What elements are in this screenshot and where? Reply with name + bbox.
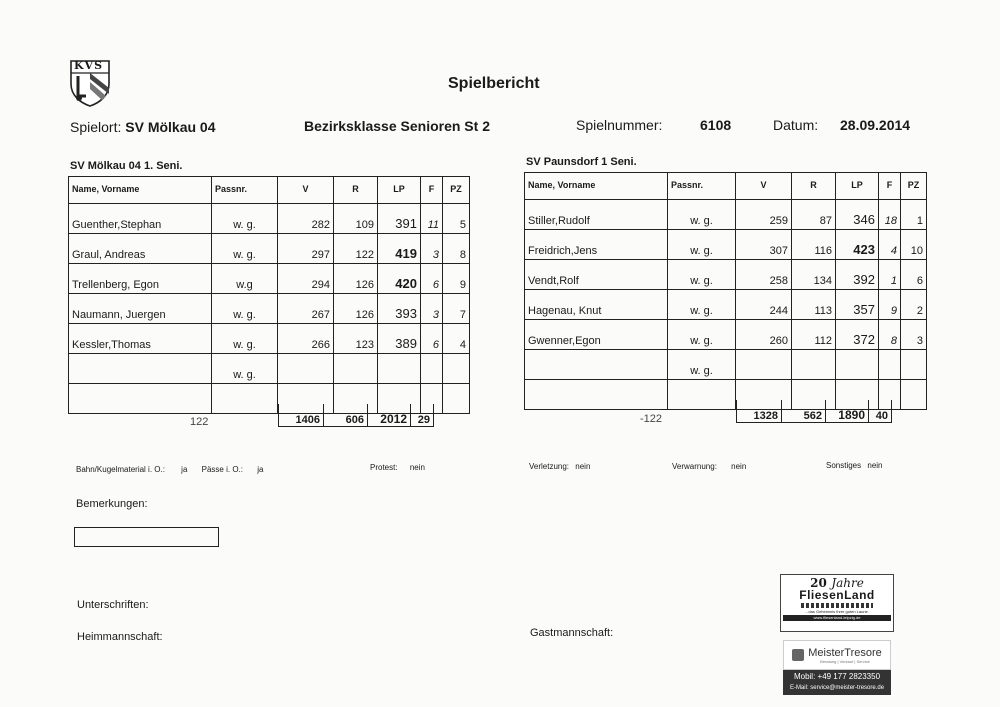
guest-cell-pass: w. g.: [668, 200, 736, 230]
home-cell-pz: 5: [443, 204, 470, 234]
table-row: [525, 260, 927, 290]
home-cell-v: 282: [278, 204, 334, 234]
guest-cell-f: 4: [879, 230, 901, 260]
guest-col-header: LP: [836, 173, 879, 200]
guest-col-header: F: [879, 173, 901, 200]
heimmannschaft-label: Heimmannschaft:: [77, 631, 163, 643]
home-cell-pass: [212, 384, 278, 414]
guest-cell-name: Hagenau, Knut: [525, 290, 668, 320]
guest-cell-pz: 6: [901, 260, 927, 290]
home-cell-lp: 419: [378, 234, 421, 264]
guest-col-header: PZ: [901, 173, 927, 200]
table-row: [69, 264, 470, 294]
home-col-header: PZ: [443, 177, 470, 204]
meistertresore-ad: [783, 640, 891, 694]
fliesen-jahre: Jahre: [831, 576, 864, 590]
guest-cell-pz: 2: [901, 290, 927, 320]
home-col-header: F: [421, 177, 443, 204]
fliesen-tagline: ...das Geheimnis Ihrer guten Laune.: [805, 609, 869, 614]
guest-cell-pass: w. g.: [668, 260, 736, 290]
page-title: Spielbericht: [448, 75, 540, 92]
home-cell-pz: 7: [443, 294, 470, 324]
guest-col-header: V: [736, 173, 792, 200]
tresore-mobil: Mobil: +49 177 2823350: [793, 672, 881, 681]
home-cell-pz: 4: [443, 324, 470, 354]
guest-total-lp: 1890: [826, 400, 869, 423]
guest-team-name: SV Paunsdorf 1 Seni.: [526, 156, 637, 168]
guest-cell-f: 8: [879, 320, 901, 350]
home-col-header: V: [278, 177, 334, 204]
protest-status: [370, 463, 425, 472]
unterschriften-label: Unterschriften:: [77, 599, 149, 611]
guest-cell-pass: w. g.: [668, 350, 736, 380]
guest-cell-r: 116: [792, 230, 836, 260]
home-cell-lp: [378, 354, 421, 384]
guest-cell-pz: [901, 350, 927, 380]
verletzung-value: nein: [575, 462, 591, 471]
home-diff: 122: [190, 416, 209, 428]
spielort-label: Spielort:: [70, 119, 122, 135]
guest-cell-f: [879, 350, 901, 380]
home-cell-r: 122: [334, 234, 378, 264]
guest-cell-lp: 423: [836, 230, 879, 260]
home-cell-r: 109: [334, 204, 378, 234]
kvs-logo-text: KVS: [74, 59, 104, 72]
spielnummer-value: 6108: [700, 117, 732, 133]
bemerkungen-field[interactable]: [74, 527, 219, 547]
home-cell-f: 3: [421, 294, 443, 324]
home-cell-name: Graul, Andreas: [69, 234, 212, 264]
guest-cell-lp: 346: [836, 200, 879, 230]
verwarnung-status: [672, 462, 746, 471]
spielort-value: SV Mölkau 04: [125, 119, 216, 135]
home-score-table: [68, 176, 470, 414]
fliesen-url: www.fliesenland-leipzig.de: [783, 615, 891, 621]
guest-cell-lp: 357: [836, 290, 879, 320]
home-cell-pz: [443, 354, 470, 384]
fliesen-name: FliesenLand: [799, 588, 875, 602]
tresore-mail: E-Mail: service@meister-tresore.de: [789, 685, 885, 691]
verwarnung-value: nein: [731, 462, 747, 471]
home-cell-name: Guenther,Stephan: [69, 204, 212, 234]
guest-cell-v: 307: [736, 230, 792, 260]
home-cell-name: [69, 354, 212, 384]
guest-cell-name: Freidrich,Jens: [525, 230, 668, 260]
sonstiges-status: [826, 461, 883, 470]
guest-total-f: 40: [869, 400, 892, 423]
bahn-label: Bahn/Kugelmaterial i. O.:: [76, 465, 165, 474]
home-cell-lp: 391: [378, 204, 421, 234]
home-cell-f: 11: [421, 204, 443, 234]
home-cell-r: 123: [334, 324, 378, 354]
home-cell-v: 266: [278, 324, 334, 354]
guest-cell-lp: 392: [836, 260, 879, 290]
home-total-lp: 2012: [368, 404, 411, 427]
guest-cell-r: 134: [792, 260, 836, 290]
sonstiges-value: nein: [867, 461, 883, 470]
home-totals: [278, 404, 434, 427]
fliesen-years: 20: [810, 576, 827, 590]
tresore-sub: Beratung | Verkauf | Service: [820, 658, 870, 664]
table-row: [525, 320, 927, 350]
guest-cell-v: 244: [736, 290, 792, 320]
home-cell-pass: w. g.: [212, 204, 278, 234]
table-row: [69, 324, 470, 354]
guest-cell-v: 260: [736, 320, 792, 350]
bahn-value: ja: [181, 465, 188, 474]
bahn-status: [76, 465, 263, 474]
protest-label: Protest:: [370, 463, 398, 472]
home-cell-name: Trellenberg, Egon: [69, 264, 212, 294]
guest-cell-name: [525, 380, 668, 410]
guest-totals: [736, 400, 892, 423]
spielnummer-label: Spielnummer:: [576, 117, 663, 133]
home-cell-f: 3: [421, 234, 443, 264]
home-cell-v: 297: [278, 234, 334, 264]
home-header-row: [69, 177, 470, 204]
verletzung-label: Verletzung:: [529, 462, 570, 471]
home-cell-lp: 420: [378, 264, 421, 294]
guest-cell-name: Vendt,Rolf: [525, 260, 668, 290]
home-total-v: 1406: [279, 404, 324, 427]
guest-cell-f: 9: [879, 290, 901, 320]
table-row: [69, 294, 470, 324]
verwarnung-label: Verwarnung:: [672, 462, 717, 471]
home-team-name: SV Mölkau 04 1. Seni.: [70, 160, 183, 172]
verletzung-status: [529, 462, 590, 471]
guest-cell-pass: w. g.: [668, 230, 736, 260]
protest-value: nein: [409, 463, 425, 472]
guest-cell-pass: w. g.: [668, 320, 736, 350]
home-cell-pz: 9: [443, 264, 470, 294]
table-row: [69, 204, 470, 234]
guest-cell-pass: [668, 380, 736, 410]
guest-cell-pass: w. g.: [668, 290, 736, 320]
bemerkungen-label: Bemerkungen:: [76, 498, 148, 510]
guest-col-header: Passnr.: [668, 173, 736, 200]
guest-cell-r: 113: [792, 290, 836, 320]
table-row: [525, 200, 927, 230]
guest-cell-v: [736, 350, 792, 380]
table-row: [525, 290, 927, 320]
guest-cell-v: 259: [736, 200, 792, 230]
home-cell-name: [69, 384, 212, 414]
home-col-header: LP: [378, 177, 421, 204]
guest-total-r: 562: [782, 400, 826, 423]
home-total-r: 606: [324, 404, 368, 427]
home-cell-v: 267: [278, 294, 334, 324]
home-cell-pass: w. g.: [212, 294, 278, 324]
home-cell-pass: w.g: [212, 264, 278, 294]
home-cell-r: 126: [334, 294, 378, 324]
home-cell-pass: w. g.: [212, 234, 278, 264]
home-cell-pass: w. g.: [212, 324, 278, 354]
home-cell-pz: 8: [443, 234, 470, 264]
guest-cell-r: [792, 350, 836, 380]
datum-label: Datum:: [773, 117, 819, 133]
home-cell-pz: [443, 384, 470, 414]
home-total-f: 29: [411, 404, 434, 427]
home-col-header: Name, Vorname: [69, 177, 212, 204]
guest-cell-f: 1: [879, 260, 901, 290]
guest-cell-name: Stiller,Rudolf: [525, 200, 668, 230]
paesse-label: Pässe i. O.:: [201, 465, 243, 474]
guest-cell-pz: 10: [901, 230, 927, 260]
guest-header-row: [525, 173, 927, 200]
paesse-value: ja: [257, 465, 264, 474]
guest-cell-r: 112: [792, 320, 836, 350]
guest-cell-lp: [836, 350, 879, 380]
league-name: Bezirksklasse Senioren St 2: [304, 118, 490, 134]
home-cell-name: Naumann, Juergen: [69, 294, 212, 324]
table-row: [69, 354, 470, 384]
guest-total-v: 1328: [737, 400, 782, 423]
guest-cell-r: 87: [792, 200, 836, 230]
table-row: [525, 350, 927, 380]
guest-cell-pz: 1: [901, 200, 927, 230]
guest-score-table: [524, 172, 927, 410]
home-col-header: R: [334, 177, 378, 204]
guest-cell-pz: [901, 380, 927, 410]
sonstiges-label: Sonstiges: [826, 461, 862, 470]
guest-cell-name: Gwenner,Egon: [525, 320, 668, 350]
home-cell-f: 6: [421, 324, 443, 354]
fliesenland-ad: [780, 574, 894, 632]
guest-cell-lp: 372: [836, 320, 879, 350]
home-cell-v: [278, 354, 334, 384]
home-col-header: Passnr.: [212, 177, 278, 204]
home-cell-f: [421, 354, 443, 384]
home-cell-pass: w. g.: [212, 354, 278, 384]
tresore-name: MeisterTresore: [808, 646, 882, 659]
home-cell-lp: 393: [378, 294, 421, 324]
home-cell-name: Kessler,Thomas: [69, 324, 212, 354]
guest-cell-name: [525, 350, 668, 380]
gastmannschaft-label: Gastmannschaft:: [530, 627, 614, 639]
table-row: [525, 230, 927, 260]
guest-diff: -122: [640, 413, 663, 425]
guest-cell-v: 258: [736, 260, 792, 290]
home-cell-f: 6: [421, 264, 443, 294]
fliesen-tile-pattern: [801, 603, 873, 608]
datum-value: 28.09.2014: [840, 117, 911, 133]
guest-cell-f: 18: [879, 200, 901, 230]
guest-cell-pz: 3: [901, 320, 927, 350]
guest-col-header: Name, Vorname: [525, 173, 668, 200]
home-cell-v: 294: [278, 264, 334, 294]
home-cell-lp: 389: [378, 324, 421, 354]
table-row: [69, 234, 470, 264]
guest-col-header: R: [792, 173, 836, 200]
safe-icon: [792, 649, 804, 661]
home-cell-r: 126: [334, 264, 378, 294]
spielort: [70, 119, 216, 135]
kvs-logo: [66, 58, 114, 108]
home-cell-r: [334, 354, 378, 384]
